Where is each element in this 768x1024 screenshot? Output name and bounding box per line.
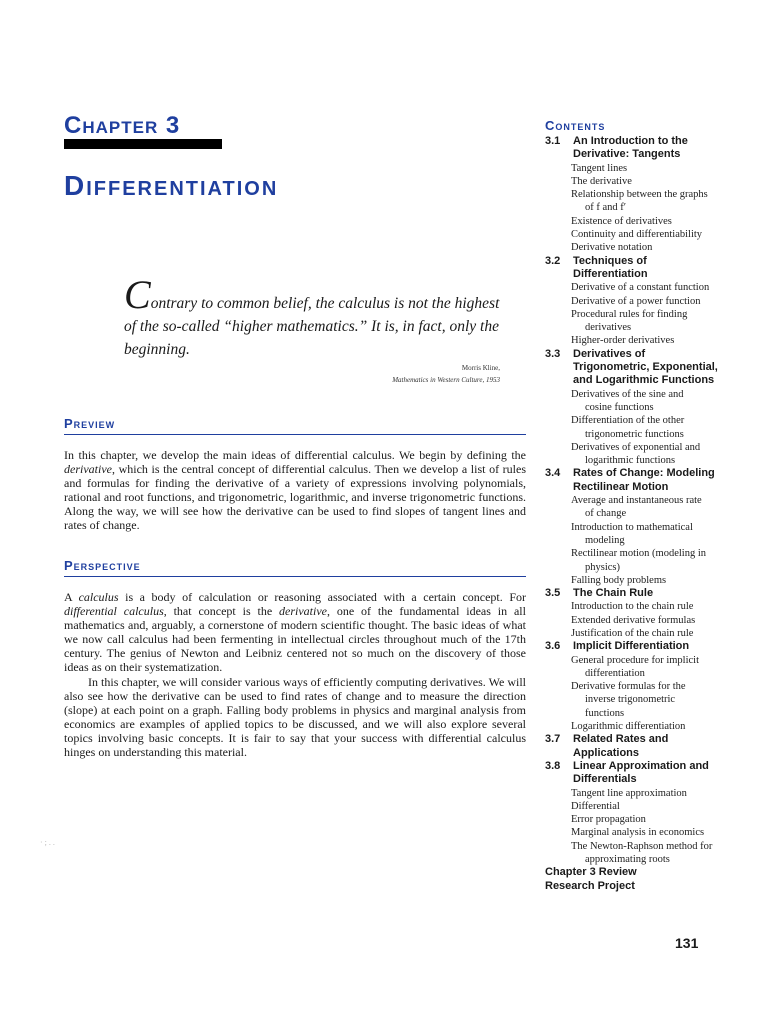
contents-title: Contents: [545, 118, 606, 133]
preview-paragraph: In this chapter, we develop the main ideas of differential calculus. We begin by defining the derivative, which is the central concept of differential calculus. Then we develop a list of rules and formulas for finding the derivative of a variety of expressions involving polynomials, rational and root functions, and trigonometric, logarithmic, and inverse trigonometric functions. Along the way, we will see how the derivative can be used to find slopes of tangent lines and rates of change.: [64, 448, 526, 533]
chapter-bar: [64, 139, 222, 149]
chapter-label: Chapter 3: [64, 112, 181, 139]
subtopic-item: Differential: [571, 800, 620, 812]
subtopic-item: Derivative notation: [571, 242, 653, 254]
contents-list: [545, 135, 767, 866]
section-number: 3.5: [545, 587, 561, 600]
quote-author: Morris Kline,: [461, 364, 500, 372]
subtopic-list: [571, 494, 767, 587]
subtopic-item: Falling body problems: [571, 574, 667, 586]
contents-section: [545, 255, 767, 282]
subtopic-list: [571, 600, 767, 640]
section-number: 3.4: [545, 467, 561, 480]
subtopic-list: [571, 388, 767, 468]
subtopic-item: modeling: [585, 534, 625, 546]
subtopic-item: Extended derivative formulas: [571, 614, 696, 626]
section-title: The Chain Rule: [573, 587, 654, 600]
section-number: 3.8: [545, 759, 561, 772]
quote-text: ontrary to common belief, the calculus is not the highest of the so-called “higher mathematics.” It is, in fact, only the beginning.: [124, 295, 500, 358]
subtopic-item: Error propagation: [571, 814, 646, 826]
research-project-entry: Research Project: [545, 879, 635, 892]
subtopic-item: trigonometric functions: [585, 428, 684, 440]
subtopic-item: Differentiation of the other: [571, 415, 685, 427]
subtopic-item: Logarithmic differentiation: [571, 721, 686, 733]
subtopic-item: Continuity and differentiability: [571, 229, 703, 241]
perspective-body: [64, 590, 526, 759]
preview-heading: Preview: [64, 416, 116, 431]
subtopic-item: General procedure for implicit: [571, 654, 699, 666]
subtopic-item: Relationship between the graphs: [571, 189, 708, 201]
scan-speckle: · ; . .: [40, 838, 55, 847]
contents-section: [545, 348, 767, 388]
section-number: 3.2: [545, 254, 561, 267]
section-title: Techniques of Differentiation: [573, 254, 648, 280]
page-number: 131: [675, 935, 699, 951]
section-number: 3.6: [545, 640, 561, 653]
subtopic-item: Derivative of a constant function: [571, 282, 710, 294]
preview-rule: [64, 434, 526, 435]
subtopic-list: [571, 281, 767, 347]
subtopic-item: Tangent line approximation: [571, 787, 687, 799]
subtopic-list: [571, 162, 767, 255]
chapter-title: Differentiation: [64, 170, 279, 201]
subtopic-item: Derivatives of exponential and: [571, 441, 701, 453]
section-title: Rates of Change: Modeling Rectilinear Motion: [573, 467, 715, 493]
subtopic-item: Rectilinear motion (modeling in: [571, 548, 707, 560]
subtopic-item: functions: [585, 707, 625, 719]
subtopic-list: [571, 654, 767, 734]
subtopic-item: logarithmic functions: [585, 455, 676, 467]
subtopic-item: Introduction to mathematical: [571, 521, 693, 533]
subtopic-item: cosine functions: [585, 401, 654, 413]
contents-section: [545, 587, 767, 600]
subtopic-item: Derivative of a power function: [571, 295, 701, 307]
subtopic-item: physics): [585, 561, 620, 573]
contents-section: [545, 760, 767, 787]
subtopic-item: inverse trigonometric: [585, 694, 676, 706]
quote-source: Mathematics in Western Culture, 1953: [392, 376, 500, 384]
subtopic-item: Derivative formulas for the: [571, 681, 686, 693]
subtopic-item: derivatives: [585, 322, 632, 334]
section-number: 3.1: [545, 135, 561, 147]
section-title: Implicit Differentiation: [573, 640, 690, 653]
perspective-paragraph-1: A calculus is a body of calculation or reasoning associated with a certain concept. For differential calculus, that concept is the derivative, one of the fundamental ideas in all mathematics and, arguably, a cornerstone of modern scientific thought. The basic ideas of what we now call calculus had been fermenting in intellectual circles throughout much of the 17th century. The genius of Newton and Leibniz centered not so much on the discovery of those ideas as on their systematization.: [64, 590, 526, 675]
section-title: Linear Approximation and Differentials: [573, 759, 709, 786]
subtopic-item: of f and f′: [585, 202, 627, 214]
subtopic-item: Average and instantaneous rate: [571, 495, 702, 507]
subtopic-item: Procedural rules for finding: [571, 308, 688, 320]
perspective-heading: Perspective: [64, 558, 141, 573]
perspective-rule: [64, 576, 526, 577]
subtopic-item: Higher-order derivatives: [571, 335, 675, 347]
perspective-paragraph-2: In this chapter, we will consider various ways of efficiently computing derivatives. We will also see how the derivative can be used to find rates of change and to measure the direction (slope) at each point on a graph. Falling body problems in physics and marginal analysis from economics are examples of applied topics to be discussed, and we will also explore several topics involving basic concepts. It is fair to say that your success with differential calculus hinges on understanding this material.: [64, 674, 526, 760]
section-title: Derivatives of Trigonometric, Exponential, and Logarithmic Functions: [573, 347, 718, 387]
contents-column: [545, 118, 767, 893]
subtopic-item: differentiation: [585, 667, 645, 679]
chapter-review-entry: Chapter 3 Review: [545, 866, 637, 879]
contents-section: [545, 640, 767, 653]
subtopic-item: Justification of the chain rule: [571, 627, 694, 639]
subtopic-item: Introduction to the chain rule: [571, 601, 694, 613]
section-title: Related Rates and Applications: [573, 733, 669, 759]
subtopic-item: Marginal analysis in economics: [571, 827, 705, 839]
contents-section: [545, 733, 767, 760]
quote-dropcap: C: [124, 272, 151, 317]
subtopic-item: Derivatives of the sine and: [571, 388, 684, 400]
section-number: 3.7: [545, 733, 561, 746]
contents-section: [545, 135, 767, 162]
section-title: An Introduction to the Derivative: Tangents: [573, 135, 688, 161]
contents-section: [545, 467, 767, 494]
subtopic-item: Tangent lines: [571, 162, 628, 174]
subtopic-list: [571, 787, 767, 867]
subtopic-item: The derivative: [571, 175, 632, 187]
epigraph-quote: [124, 272, 504, 361]
subtopic-item: The Newton-Raphson method for: [571, 840, 713, 852]
subtopic-item: Existence of derivatives: [571, 215, 672, 227]
subtopic-item: approximating roots: [585, 854, 670, 866]
section-number: 3.3: [545, 347, 561, 360]
subtopic-item: of change: [585, 508, 627, 520]
